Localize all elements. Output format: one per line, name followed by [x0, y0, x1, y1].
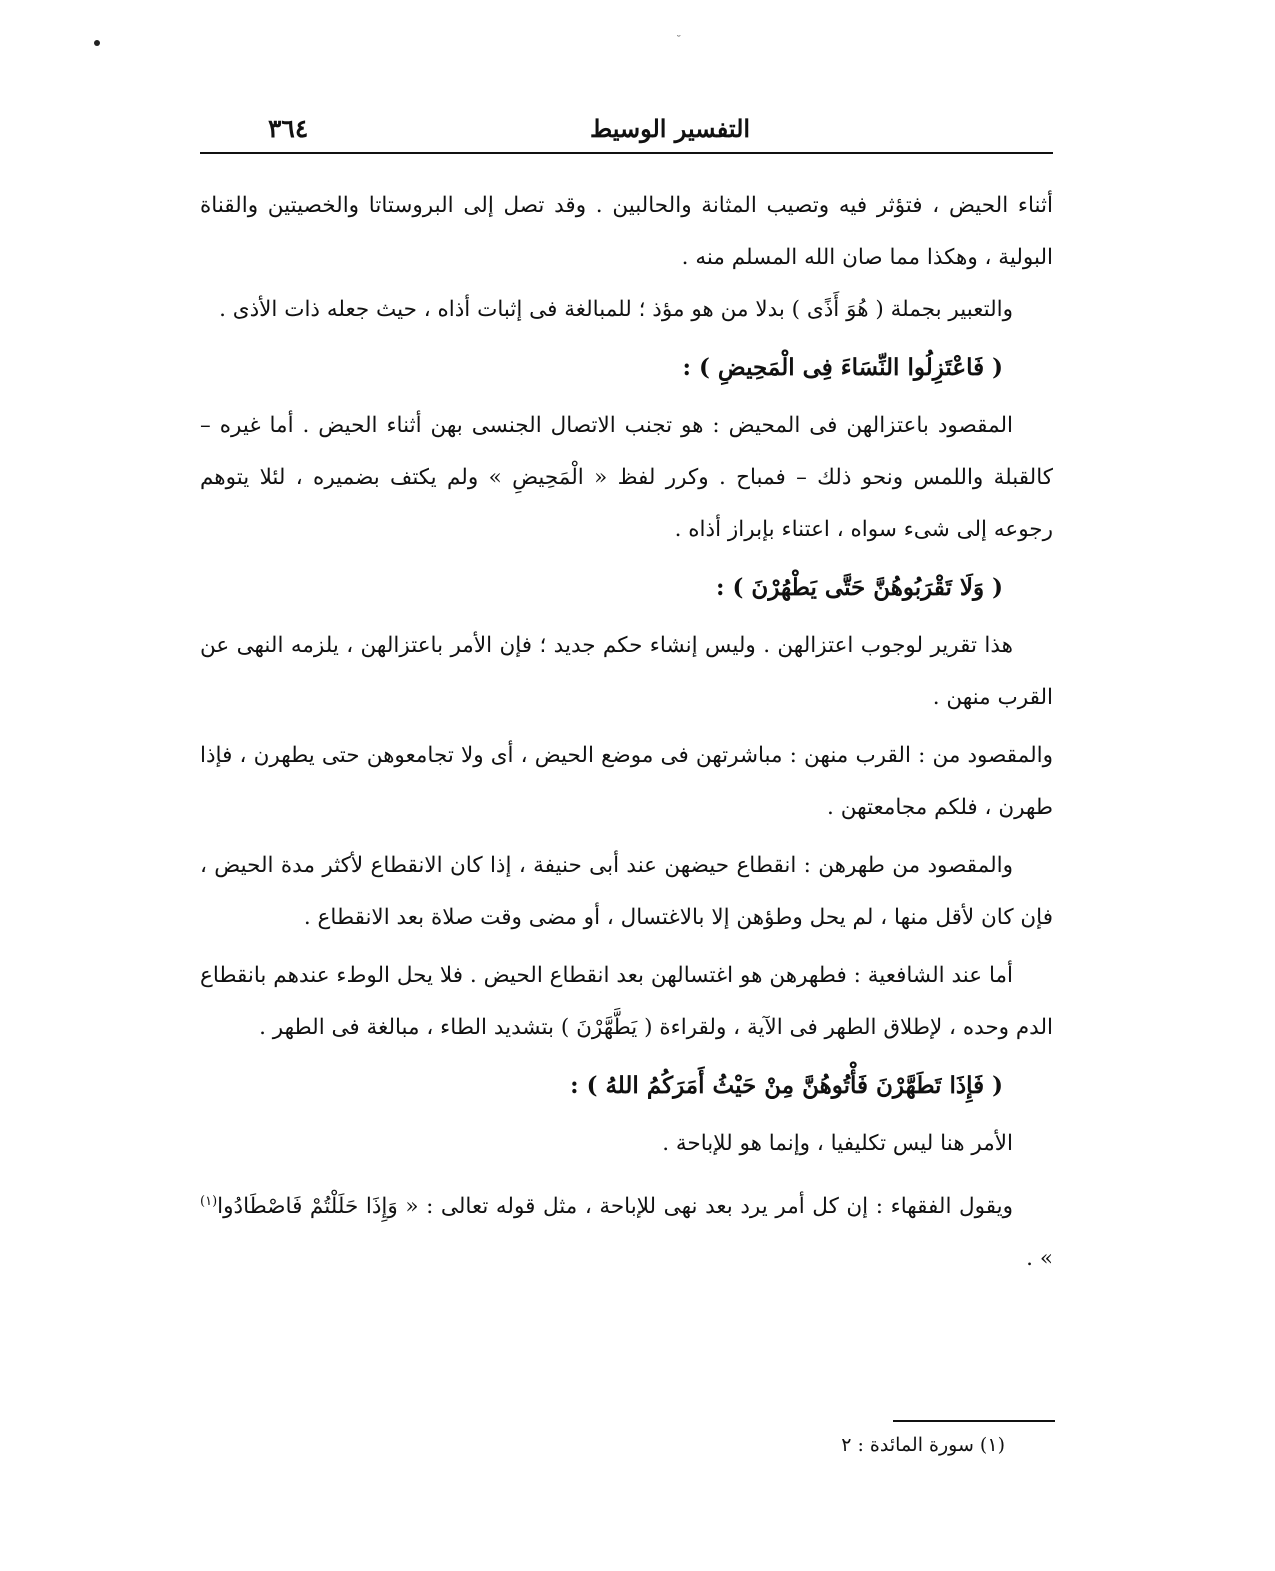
footnote: (١) سورة المائدة : ٢	[841, 1434, 1005, 1456]
body-text	[200, 180, 1053, 1291]
page-number: ٣٦٤	[268, 114, 309, 143]
verse-heading: ( وَلَا تَقْرَبُوهُنَّ حَتَّى يَطْهُرْنَ ) :	[716, 574, 1003, 601]
verse-heading: ( فَإِذَا تَطَهَّرْنَ فَأْتُوهُنَّ مِنْ حَيْثُ أَمَرَكُمُ اللهُ ) :	[570, 1072, 1003, 1099]
paragraph: الأمر هنا ليس تكليفيا ، وإنما هو للإباحة .	[662, 1131, 1013, 1156]
paragraph: والمقصود من طهرهن : انقطاع حيضهن عند أبى حنيفة ، إذا كان الانقطاع لأكثر مدة الحيض ، فإن كان لأقل منها ، لم يحل وطؤهن إلا بالاغتسال ، أو مضى وقت صلاة بعد الانقطاع .	[200, 853, 1053, 930]
paragraph: هذا تقرير لوجوب اعتزالهن . وليس إنشاء حكم جديد ؛ فإن الأمر باعتزالهن ، يلزمه النهى عن القرب منهن .	[200, 633, 1053, 710]
footnote-marker: (١)	[200, 1194, 218, 1209]
paragraph-tail: » .	[1026, 1246, 1053, 1272]
paragraph: المقصود باعتزالهن فى المحيض : هو تجنب الاتصال الجنسى بهن أثناء الحيض . أما غيره – كالقبلة واللمس ونحو ذلك – فمباح . وكرر لفظ « الْمَحِيضِ » ولم يكتف بضميره ، لئلا يتوهم رجوعه إلى شىء سواه ، اعتناء بإبراز أذاه .	[200, 413, 1053, 542]
footnote-rule	[893, 1420, 1055, 1422]
page-header	[200, 112, 1053, 154]
paragraph	[200, 1176, 1053, 1285]
running-title: التفسير الوسيط	[589, 114, 751, 143]
scan-mark: ˘	[676, 34, 682, 47]
paragraph: أثناء الحيض ، فتؤثر فيه وتصيب المثانة والحالبين . وقد تصل إلى البروستاتا والخصيتين والقناة البولية ، وهكذا مما صان الله المسلم منه .	[200, 193, 1053, 270]
paragraph: والتعبير بجملة ( هُوَ أَذًى ) بدلا من هو مؤذ ؛ للمبالغة فى إثبات أذاه ، حيث جعله ذات الأذى .	[219, 297, 1013, 322]
scan-speck	[94, 40, 100, 46]
paragraph-text: ويقول الفقهاء : إن كل أمر يرد بعد نهى للإباحة ، مثل قوله تعالى : « وَإِذَا حَلَلْتُمْ فَاصْطَادُوا	[217, 1194, 1013, 1220]
paragraph: أما عند الشافعية : فطهرهن هو اغتسالهن بعد انقطاع الحيض . فلا يحل الوطء عندهم بانقطاع الدم وحده ، لإطلاق الطهر فى الآية ، ولقراءة ( يَطَّهَّرْنَ ) بتشديد الطاء ، مبالغة فى الطهر .	[200, 963, 1053, 1040]
paragraph: والمقصود من : القرب منهن : مباشرتهن فى موضع الحيض ، أى ولا تجامعوهن حتى يطهرن ، فإذا طهرن ، فلكم مجامعتهن .	[200, 743, 1053, 820]
verse-heading: ( فَاعْتَزِلُوا النِّسَاءَ فِى الْمَحِيضِ ) :	[682, 354, 1003, 381]
